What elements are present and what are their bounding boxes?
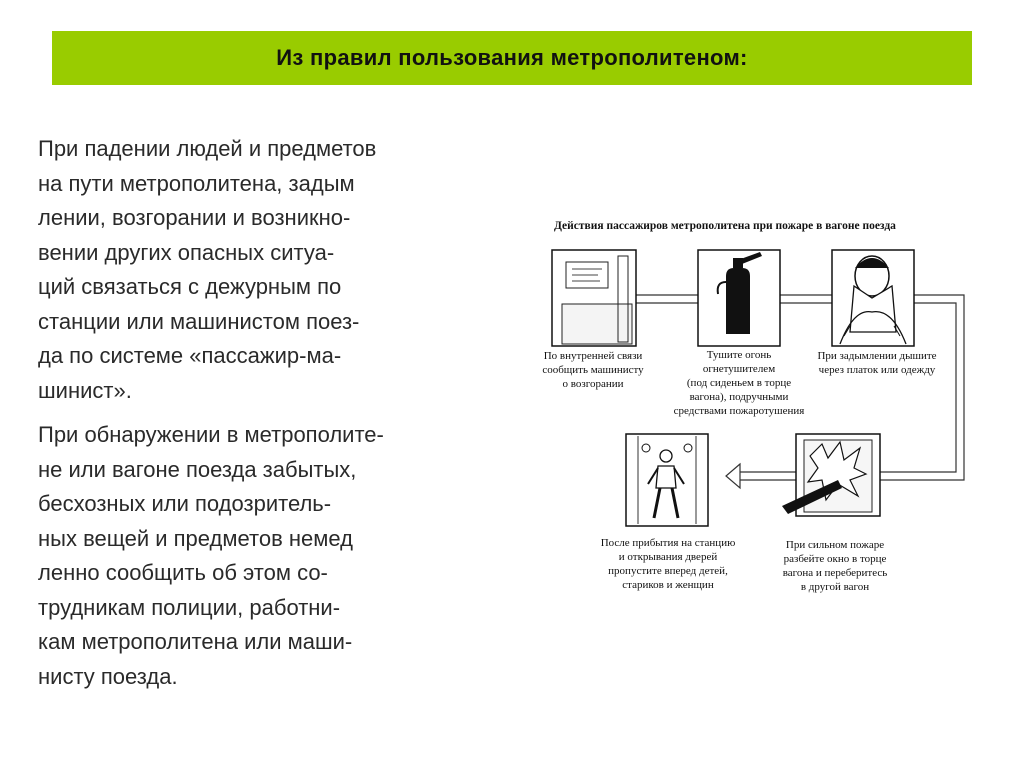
rule-paragraph-1 [38,132,498,408]
rule-line: станции или машинистом поез- [38,308,360,334]
rules-text [38,132,498,704]
title-bar [52,31,972,85]
arrow-4-to-5 [740,472,796,480]
rule-line: шинист». [38,377,132,403]
caption-line: огнетушителем [702,363,776,375]
rule-paragraph-2 [38,418,498,694]
step-caption-exit [588,536,748,592]
exit-panel [626,434,708,526]
window-panel [782,434,880,516]
rule-line: бесхозных или подозритель- [38,491,332,516]
arrow-2-to-3 [780,295,832,303]
step-caption-intercom [528,349,658,391]
caption-line: средствами пожаротушения [673,405,805,417]
rule-line: При падении людей и предметов [38,136,377,161]
caption-line: По внутренней связи [543,350,643,362]
intercom-panel [552,250,636,346]
diagram-title: Действия пассажиров метрополитена при пожаре в вагоне поезда [554,220,896,232]
caption-line: При сильном пожаре [785,539,885,551]
rule-line: трудникам полиции, работни- [38,594,341,620]
caption-line: После прибытия на станцию [600,537,736,549]
caption-line: сообщить машинисту [542,364,644,376]
arrow-1-to-2 [636,295,698,303]
caption-line: в другой вагон [800,581,870,593]
rule-line: ленно сообщить об этом со- [38,560,328,585]
step-caption-extinguisher [669,348,809,418]
rule-line: ций связаться с дежурным по [38,274,342,299]
rule-line: лении, возгорании и возникно- [38,205,351,230]
rule-line: не или вагоне поезда забытых, [38,456,357,482]
caption-line: вагона и переберитесь [782,567,888,579]
caption-line: (под сиденьем в торце [686,377,792,389]
step-caption-window [760,538,910,594]
rule-line: кам метрополитена или маши- [38,629,353,654]
caption-line: вагона), подручными [689,391,789,403]
rule-line: да по системе «пассажир-ма- [38,343,342,368]
fire-actions-diagram [520,212,1010,612]
page-title: Из правил пользования метрополитеном: [276,45,748,70]
arrow-4-to-5-head [726,464,740,488]
caption-line: пропустите вперед детей, [608,565,728,577]
extinguisher-panel [698,250,780,346]
rule-line: нисту поезда. [38,663,178,689]
caption-line: разбейте окно в торце [783,553,887,565]
caption-line: через платок или одежду [818,364,936,376]
rule-line: на пути метрополитена, задым [38,170,355,196]
step-caption-smoke [802,349,952,377]
caption-line: стариков и женщин [622,579,714,591]
caption-line: При задымлении дышите [817,350,937,362]
rule-line: ных вещей и предметов немед [38,525,353,551]
smoke-panel [832,250,914,346]
caption-line: о возгорании [562,378,624,390]
caption-line: Тушите огонь [706,349,772,361]
caption-line: и открывания дверей [618,551,718,563]
rule-line: вении других опасных ситуа- [38,239,335,265]
rule-line: При обнаружении в метрополите- [38,422,384,447]
